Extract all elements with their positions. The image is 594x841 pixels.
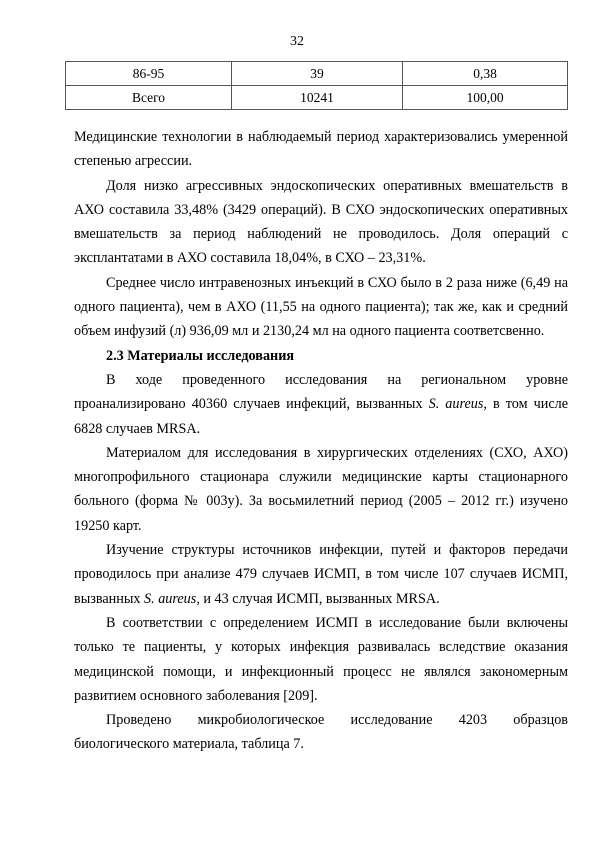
table-cell: 0,38 — [403, 62, 568, 86]
paragraph: Среднее число интравенозных инъекций в СХО было в 2 раза ниже (6,49 на одного пациента), чем в АХО (11,55 на одного пациента); так же, как и средний объем инфузий (л) 936,09 мл и 2130,24 мл на одного пациента соответсвенно. — [74, 274, 568, 340]
table-cell: 86-95 — [66, 62, 232, 86]
paragraph: Медицинские технологии в наблюдаемый период характеризовались умеренной степенью агрессии. — [74, 129, 568, 170]
section-heading: 2.3 Материалы исследования — [106, 347, 295, 364]
table-cell: 10241 — [232, 86, 403, 110]
paragraph: Проведено микробиологическое исследование 4203 образцов биологического материала, таблица 7. — [74, 712, 568, 753]
table-cell: 39 — [232, 62, 403, 86]
table-cell: 100,00 — [403, 86, 568, 110]
table-cell: Всего — [66, 86, 232, 110]
species-name: S. aureus — [144, 590, 197, 607]
paragraph: Материалом для исследования в хирургических отделениях (СХО, АХО) многопрофильного стационара служили медицинские карты стационарного больного (форма № 003у). За восьмилетний период (2005 – 2012 гг.) изучено 19250 карт. — [74, 444, 568, 534]
paragraph: В соответствии с определением ИСМП в исследование были включены только те пациенты, у которых инфекция развивалась вследствие оказания медицинской помощи, и инфекционный процесс не являлся закономерным развитием основного заболевания [209]. — [74, 614, 568, 704]
table-row — [66, 62, 568, 86]
page-number: 32 — [290, 34, 304, 49]
paragraph — [74, 368, 568, 441]
paragraph — [74, 538, 568, 611]
data-table — [65, 61, 568, 110]
paragraph-text: Изучение структуры источников инфекции, путей и факторов передачи проводилось при анализе 479 случаев ИСМП, в том числе 107 случаев ИСМП, вызванных — [74, 542, 568, 607]
paragraph-text: , и 43 случая ИСМП, вызванных MRSA. — [196, 590, 440, 607]
paragraph: Доля низко агрессивных эндоскопических оперативных вмешательств в АХО составила 33,48% (3429 операций). В СХО эндоскопических оперативных вмешательств за период наблюдений не проводилось. Доля операций с эксплантатами в АХО составила 18,04%, в СХО – 23,31%. — [74, 177, 568, 267]
body-text — [74, 125, 568, 757]
table-row — [66, 86, 568, 110]
species-name: S. aureus — [428, 396, 484, 413]
paragraph-text: В ходе проведенного исследования на региональном уровне проанализировано 40360 случаев инфекций, вызванных — [74, 371, 568, 413]
paragraph-text: , в том числе 6828 случаев MRSA. — [74, 396, 568, 437]
